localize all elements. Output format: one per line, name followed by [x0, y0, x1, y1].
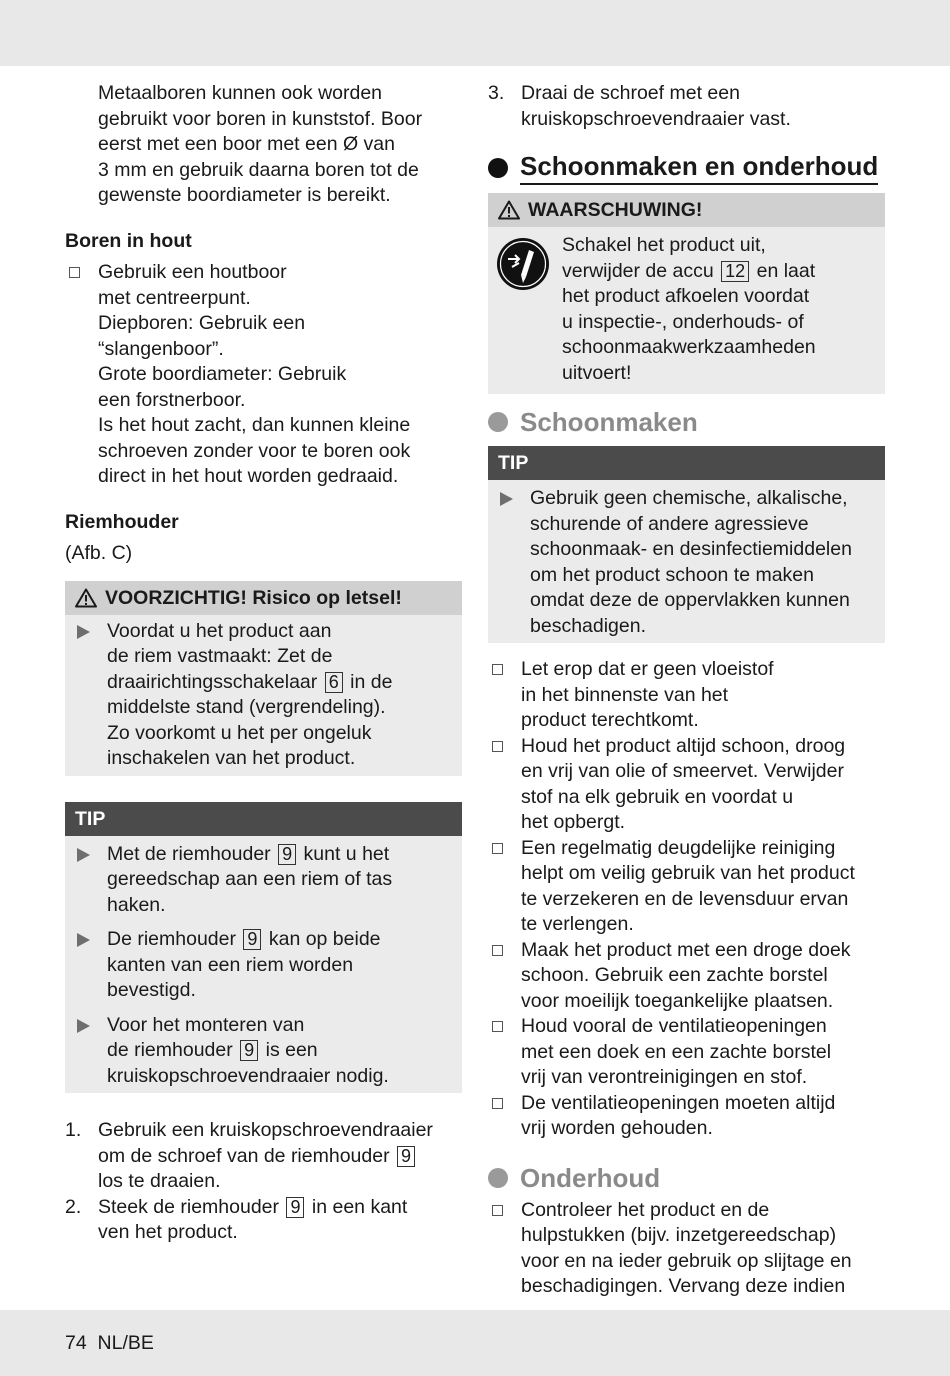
text-line: Gebruik een houtboor [98, 261, 287, 283]
text-line: in het binnenste van het [521, 683, 729, 706]
text-fragment: draairichtingsschakelaar [107, 670, 318, 693]
part-reference: 6 [325, 672, 343, 693]
text-line: het opbergt. [521, 811, 626, 833]
part-reference: 9 [286, 1197, 304, 1218]
part-reference: 9 [240, 1040, 258, 1061]
tip-item [65, 1013, 462, 1090]
arrow-bullet-icon [77, 933, 90, 947]
text-line [98, 1144, 462, 1170]
text-fragment: in een kant [311, 1195, 408, 1218]
text-line: los te draaien. [98, 1170, 221, 1192]
square-bullet-icon [492, 741, 503, 752]
numbered-step [488, 81, 885, 132]
list-item [488, 734, 885, 836]
text-line: Let erop dat er geen vloeistof [521, 658, 774, 680]
text-line: vrij worden gehouden. [521, 1117, 713, 1139]
text-line [107, 842, 462, 868]
text-line: gereedschap aan een riem of tas [107, 868, 393, 890]
text-line: beschadigingen. Vervang deze indien [521, 1275, 846, 1297]
tip-item [65, 836, 462, 919]
text-line: stof na elk gebruik en voordat u [521, 785, 794, 808]
text-fragment: Steek de riemhouder [98, 1195, 280, 1218]
text-line: een forstnerboor. [98, 388, 246, 411]
text-line: eerst met een boor met een Ø van [98, 133, 395, 155]
caution-item [65, 615, 462, 772]
text-line: kruiskopschroevendraaier nodig. [107, 1064, 389, 1087]
text-line: “slangenboor”. [98, 337, 224, 360]
section-title-text: Schoonmaken en onderhoud [520, 150, 878, 185]
arrow-bullet-icon [77, 1019, 90, 1033]
wood-drilling-heading: Boren in hout [65, 229, 192, 252]
unplug-battery-icon [496, 237, 550, 291]
intro-paragraph [65, 81, 462, 209]
text-line: hulpstukken (bijv. inzetgereedschap) [521, 1224, 837, 1246]
text-line: kruiskopschroevendraaier vast. [521, 107, 791, 130]
warning-header [488, 193, 885, 227]
text-line: schoon. Gebruik een zachte borstel [521, 964, 828, 986]
text-line: uitvoert! [562, 361, 632, 384]
list-item [488, 1198, 885, 1300]
text-line: de riem vastmaakt: Zet de [107, 645, 333, 667]
text-line: omdat deze de oppervlakken kunnen [530, 589, 850, 611]
text-line: het product afkoelen voordat [562, 285, 810, 307]
part-reference: 9 [243, 929, 261, 950]
right-column [488, 81, 885, 1300]
text-line: ven het product. [98, 1221, 238, 1243]
square-bullet-icon [492, 843, 503, 854]
cleaning-list [488, 657, 885, 1142]
text-line: gebruikt voor boren in kunststof. Boor [98, 107, 423, 130]
text-fragment: is een [265, 1039, 318, 1061]
arrow-bullet-icon [500, 492, 513, 506]
square-bullet-icon [492, 664, 503, 675]
text-line: schoonmaak- en desinfectiemiddelen [530, 538, 852, 560]
text-line: kanten van een riem worden [107, 953, 354, 976]
header-band [0, 0, 950, 66]
part-reference: 9 [278, 844, 296, 865]
text-line [107, 1038, 462, 1064]
text-fragment: in de [350, 670, 393, 693]
text-line: schroeven zonder voor te boren ook [98, 439, 411, 462]
warning-body [488, 227, 885, 390]
text-line: 3 mm en gebruik daarna boren tot de [98, 158, 419, 181]
text-line: Voordat u het product aan [107, 619, 332, 642]
text-line: bevestigd. [107, 979, 196, 1001]
text-fragment: De riemhouder [107, 928, 236, 950]
list-item [65, 260, 462, 490]
square-bullet-icon [69, 267, 80, 278]
part-reference: 12 [721, 261, 749, 282]
tip-box [488, 446, 885, 643]
caution-box [65, 581, 462, 776]
section-bullet-icon [488, 158, 508, 178]
tip-box [65, 802, 462, 1094]
text-line: met centreerpunt. [98, 286, 251, 309]
text-line: Maak het product met een droge doek [521, 938, 851, 961]
belt-holder-heading: Riemhouder [65, 510, 179, 533]
left-column [65, 81, 462, 1246]
text-line: Gebruik een kruiskopschroevendraaier [98, 1119, 433, 1141]
text-line: Metaalboren kunnen ook worden [98, 82, 383, 104]
maintenance-list [488, 1198, 885, 1300]
text-line: Draai de schroef met een [521, 82, 740, 104]
text-fragment: kan op beide [268, 928, 381, 950]
text-line: met een doek en een zachte borstel [521, 1040, 832, 1063]
warning-triangle-icon [75, 588, 97, 608]
text-line: product terechtkomt. [521, 709, 699, 731]
square-bullet-icon [492, 1021, 503, 1032]
text-line: beschadigen. [530, 614, 647, 637]
text-line: vrij van verontreinigingen en stof. [521, 1066, 808, 1088]
subsection-title [488, 406, 885, 438]
text-fragment: om de schroef van de riemhouder [98, 1144, 390, 1167]
part-reference: 9 [397, 1146, 415, 1167]
text-fragment: Met de riemhouder [107, 842, 271, 865]
warning-triangle-icon [498, 200, 520, 220]
list-item [488, 938, 885, 1015]
page-footer [65, 1331, 154, 1357]
square-bullet-icon [492, 945, 503, 956]
text-line: te verzekeren en de levensduur ervan [521, 887, 849, 910]
text-fragment: kunt u het [303, 842, 390, 865]
text-line: voor en na ieder gebruik op slijtage en [521, 1249, 852, 1272]
tip-header: TIP [65, 802, 462, 836]
step-number: 3. [488, 82, 505, 104]
text-line: Gebruik geen chemische, alkalische, [530, 487, 848, 509]
text-line: gewenste boordiameter is bereikt. [98, 184, 391, 206]
text-line: te verlengen. [521, 913, 634, 935]
tip-item [488, 480, 885, 639]
text-line: Houd vooral de ventilatieopeningen [521, 1015, 827, 1037]
figure-reference: (Afb. C) [65, 542, 133, 564]
text-fragment: de riemhouder [107, 1039, 233, 1061]
text-line: om het product schoon te maken [530, 563, 814, 586]
section-bullet-icon [488, 1168, 508, 1188]
warning-title: WAARSCHUWING! [528, 199, 703, 221]
list-item [488, 1014, 885, 1091]
section-title [488, 150, 885, 185]
text-line: schoonmaakwerkzaamheden [562, 336, 816, 358]
caution-header [65, 581, 462, 615]
tip-header: TIP [488, 446, 885, 480]
text-line: Controleer het product en de [521, 1198, 770, 1221]
text-line: Is het hout zacht, dan kunnen kleine [98, 414, 411, 436]
text-fragment: en laat [756, 259, 816, 282]
subsection-title-text: Schoonmaken [520, 407, 698, 437]
arrow-bullet-icon [77, 625, 90, 639]
text-line: helpt om veilig gebruik van het product [521, 862, 855, 884]
text-line: en vrij van olie of smeervet. Verwijder [521, 760, 844, 782]
text-line: inschakelen van het product. [107, 747, 356, 769]
text-line: haken. [107, 893, 166, 916]
list-item [488, 836, 885, 938]
text-line: Houd het product altijd schoon, droog [521, 734, 846, 757]
text-line [98, 1195, 462, 1221]
text-line: Voor het monteren van [107, 1013, 305, 1036]
text-fragment: verwijder de accu [562, 259, 714, 282]
caution-title: VOORZICHTIG! Risico op letsel! [105, 586, 402, 609]
square-bullet-icon [492, 1098, 503, 1109]
list-item [488, 1091, 885, 1142]
text-line: De ventilatieopeningen moeten altijd [521, 1091, 836, 1114]
text-line: Grote boordiameter: Gebruik [98, 363, 347, 385]
text-line: Diepboren: Gebruik een [98, 312, 306, 334]
subsection-title-text: Onderhoud [520, 1162, 661, 1193]
numbered-step [65, 1118, 462, 1195]
numbered-step [65, 1195, 462, 1246]
page-number: 74 [65, 1332, 87, 1354]
text-line [107, 670, 462, 696]
text-line: Zo voorkomt u het per ongeluk [107, 721, 372, 744]
subsection-title [488, 1162, 885, 1194]
step-number: 1. [65, 1119, 82, 1141]
arrow-bullet-icon [77, 848, 90, 862]
text-line: voor moeilijk toegankelijke plaatsen. [521, 989, 834, 1012]
warning-text [562, 233, 816, 386]
text-line: middelste stand (vergrendeling). [107, 696, 386, 718]
list-item [488, 657, 885, 734]
square-bullet-icon [492, 1205, 503, 1216]
text-line [107, 927, 462, 953]
text-line: Een regelmatig deugdelijke reiniging [521, 836, 836, 859]
section-bullet-icon [488, 412, 508, 432]
tip-item [65, 927, 462, 1004]
text-line: direct in het hout worden gedraaid. [98, 465, 399, 487]
text-line [562, 259, 816, 285]
text-line: Schakel het product uit, [562, 234, 766, 256]
step-number: 2. [65, 1195, 82, 1218]
text-line: schurende of andere agressieve [530, 512, 809, 535]
text-line: u inspectie-, onderhouds- of [562, 310, 804, 333]
warning-box [488, 193, 885, 394]
region-code: NL/BE [97, 1332, 154, 1354]
